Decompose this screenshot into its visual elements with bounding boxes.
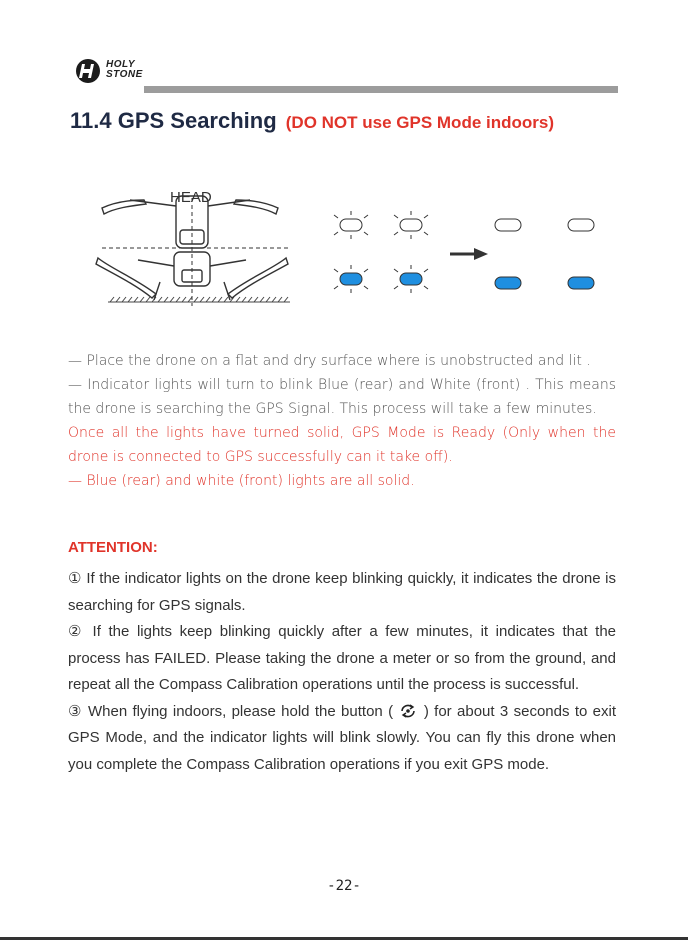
page-number: -22- — [327, 878, 361, 894]
attention-heading: ATTENTION: — [68, 539, 158, 556]
attention-body — [68, 566, 616, 778]
attention-item-3-end: ) for about 3 seconds to exit GPS Mode, and the indicator lights will blink slowly. You can fly this drone when you complete the Compass Calibration operations if you exit GPS mode. — [68, 702, 617, 773]
solid-note: — Blue (rear) and white (front) lights are all solid. — [68, 473, 415, 489]
blinking-blue-lights — [334, 265, 428, 293]
brand-wordmark: HOLY STONE — [106, 59, 143, 80]
gps-switch-button-icon — [398, 703, 418, 719]
head-label: HEAD — [170, 189, 212, 206]
attention-item-3 — [68, 699, 616, 779]
header-rule — [144, 86, 618, 93]
ready-note: Once all the lights have turned solid, GPS Mode is Ready (Only when the drone is connected to GPS successfully can it take off). — [68, 425, 616, 465]
arrow-right-icon — [450, 248, 488, 260]
title-text: 11.4 GPS Searching — [70, 108, 277, 133]
instructions-block — [68, 349, 616, 493]
section-title — [70, 108, 554, 134]
gps-search-figure — [90, 178, 630, 318]
blinking-white-lights — [334, 211, 428, 239]
solid-lights — [495, 219, 594, 289]
attention-item-3-start: ③ When flying indoors, please hold the button ( — [68, 702, 394, 720]
title-warning: (DO NOT use GPS Mode indoors) — [285, 113, 554, 132]
instruction-2: — Indicator lights will turn to blink Blue (rear) and White (front) . This means the drone is searching the GPS Signal. This process will take a few minutes. — [68, 377, 616, 417]
attention-item-2: ② If the lights keep blinking quickly after a few minutes, it indicates that the process has FAILED. Please taking the drone a meter or so from the ground, and repeat all the Compass Calibration operations until the process is successful. — [68, 623, 616, 693]
attention-item-1: ① If the indicator lights on the drone keep blinking quickly, it indicates the drone is searching for GPS signals. — [68, 570, 616, 614]
instruction-1: — Place the drone on a flat and dry surface where is unobstructed and lit . — [68, 353, 591, 369]
ground-hatch — [108, 297, 290, 302]
